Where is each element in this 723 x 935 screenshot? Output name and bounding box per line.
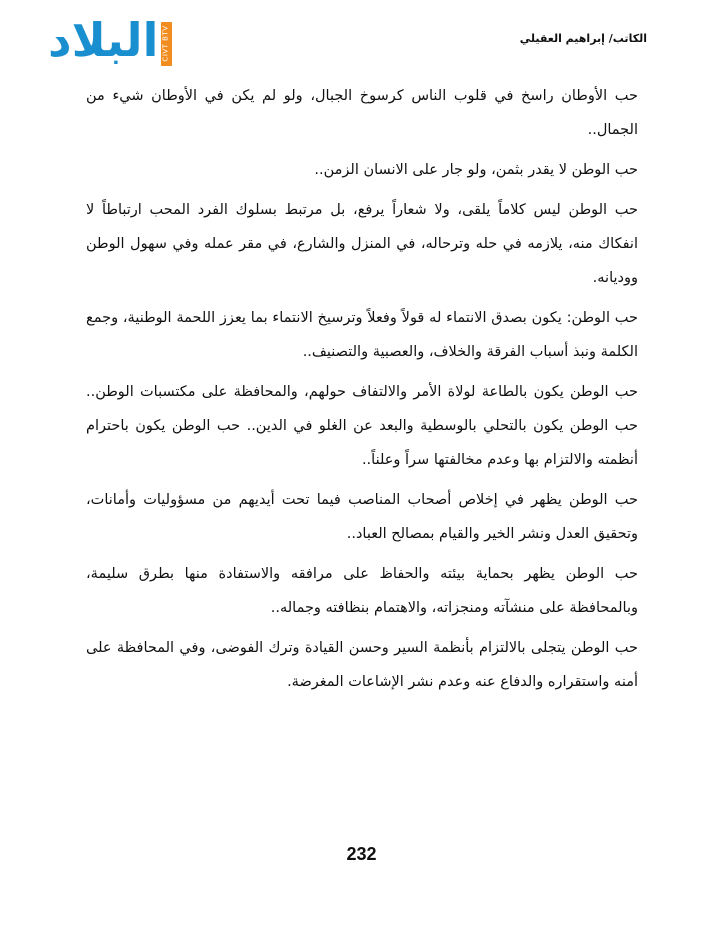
page-number: 232 (346, 844, 377, 864)
paragraph-1: حب الأوطان راسخ في قلوب الناس كرسوخ الجبال، ولو لم يكن في الأوطان شيء من الجمال.. (86, 88, 638, 138)
newspaper-logo (48, 13, 176, 70)
paragraph-5: حب الوطن يكون بالطاعة لولاة الأمر والالتفاف حولهم، والمحافظة على مكتسبات الوطن.. حب الوطن يكون بالتحلي بالوسطية والبعد عن الغلو في الدين.. حب الوطن يكون باحترام أنظمته والالتزام بها وعدم مخالفتها سراً وعلناً.. (86, 384, 638, 468)
paragraph-4: حب الوطن: يكون بصدق الانتماء له قولاً وفعلاً وترسيخ الانتماء بما يعزز اللحمة الوطنية، وجمع الكلمة ونبذ أسباب الفرقة والخلاف، والعصبية والتصنيف.. (86, 310, 638, 360)
logo-wordmark: البلاد (48, 13, 159, 67)
paragraph-6: حب الوطن يظهر في إخلاص أصحاب المناصب فيما تحت أيديهم من مسؤوليات وأمانات، وتحقيق العدل ونشر الخير والقيام بمصالح العباد.. (86, 492, 638, 542)
page-header (0, 14, 723, 74)
paragraph-7: حب الوطن يظهر بحماية بيئته والحفاظ على مرافقه والاستفادة منها بطرق سليمة، وبالمحافظة على منشآته ومنجزاته، والاهتمام بنظافته وجماله.. (86, 566, 638, 616)
logo-tag (161, 22, 172, 66)
logo-tag-text: CIVT BTV (161, 25, 170, 62)
author-name: الكاتب/ إبراهيم العقيلي (519, 32, 647, 45)
paragraph-8: حب الوطن يتجلى بالالتزام بأنظمة السير وحسن القيادة وترك الفوضى، وفي المحافظة على أمنه واستقراره والدفاع عنه وعدم نشر الإشاعات المغرضة. (86, 640, 638, 690)
paragraph-2: حب الوطن لا يقدر بثمن، ولو جار على الانسان الزمن.. (314, 162, 638, 178)
article-body (86, 79, 638, 705)
paragraph-3: حب الوطن ليس كلاماً يلقى، ولا شعاراً يرفع، بل مرتبط بسلوك الفرد المحب ارتباطاً لا انفكاك منه، يلازمه في حله وترحاله، في المنزل والشارع، في مقر عمله وفي سهول الوطن ووديانه. (86, 202, 638, 286)
